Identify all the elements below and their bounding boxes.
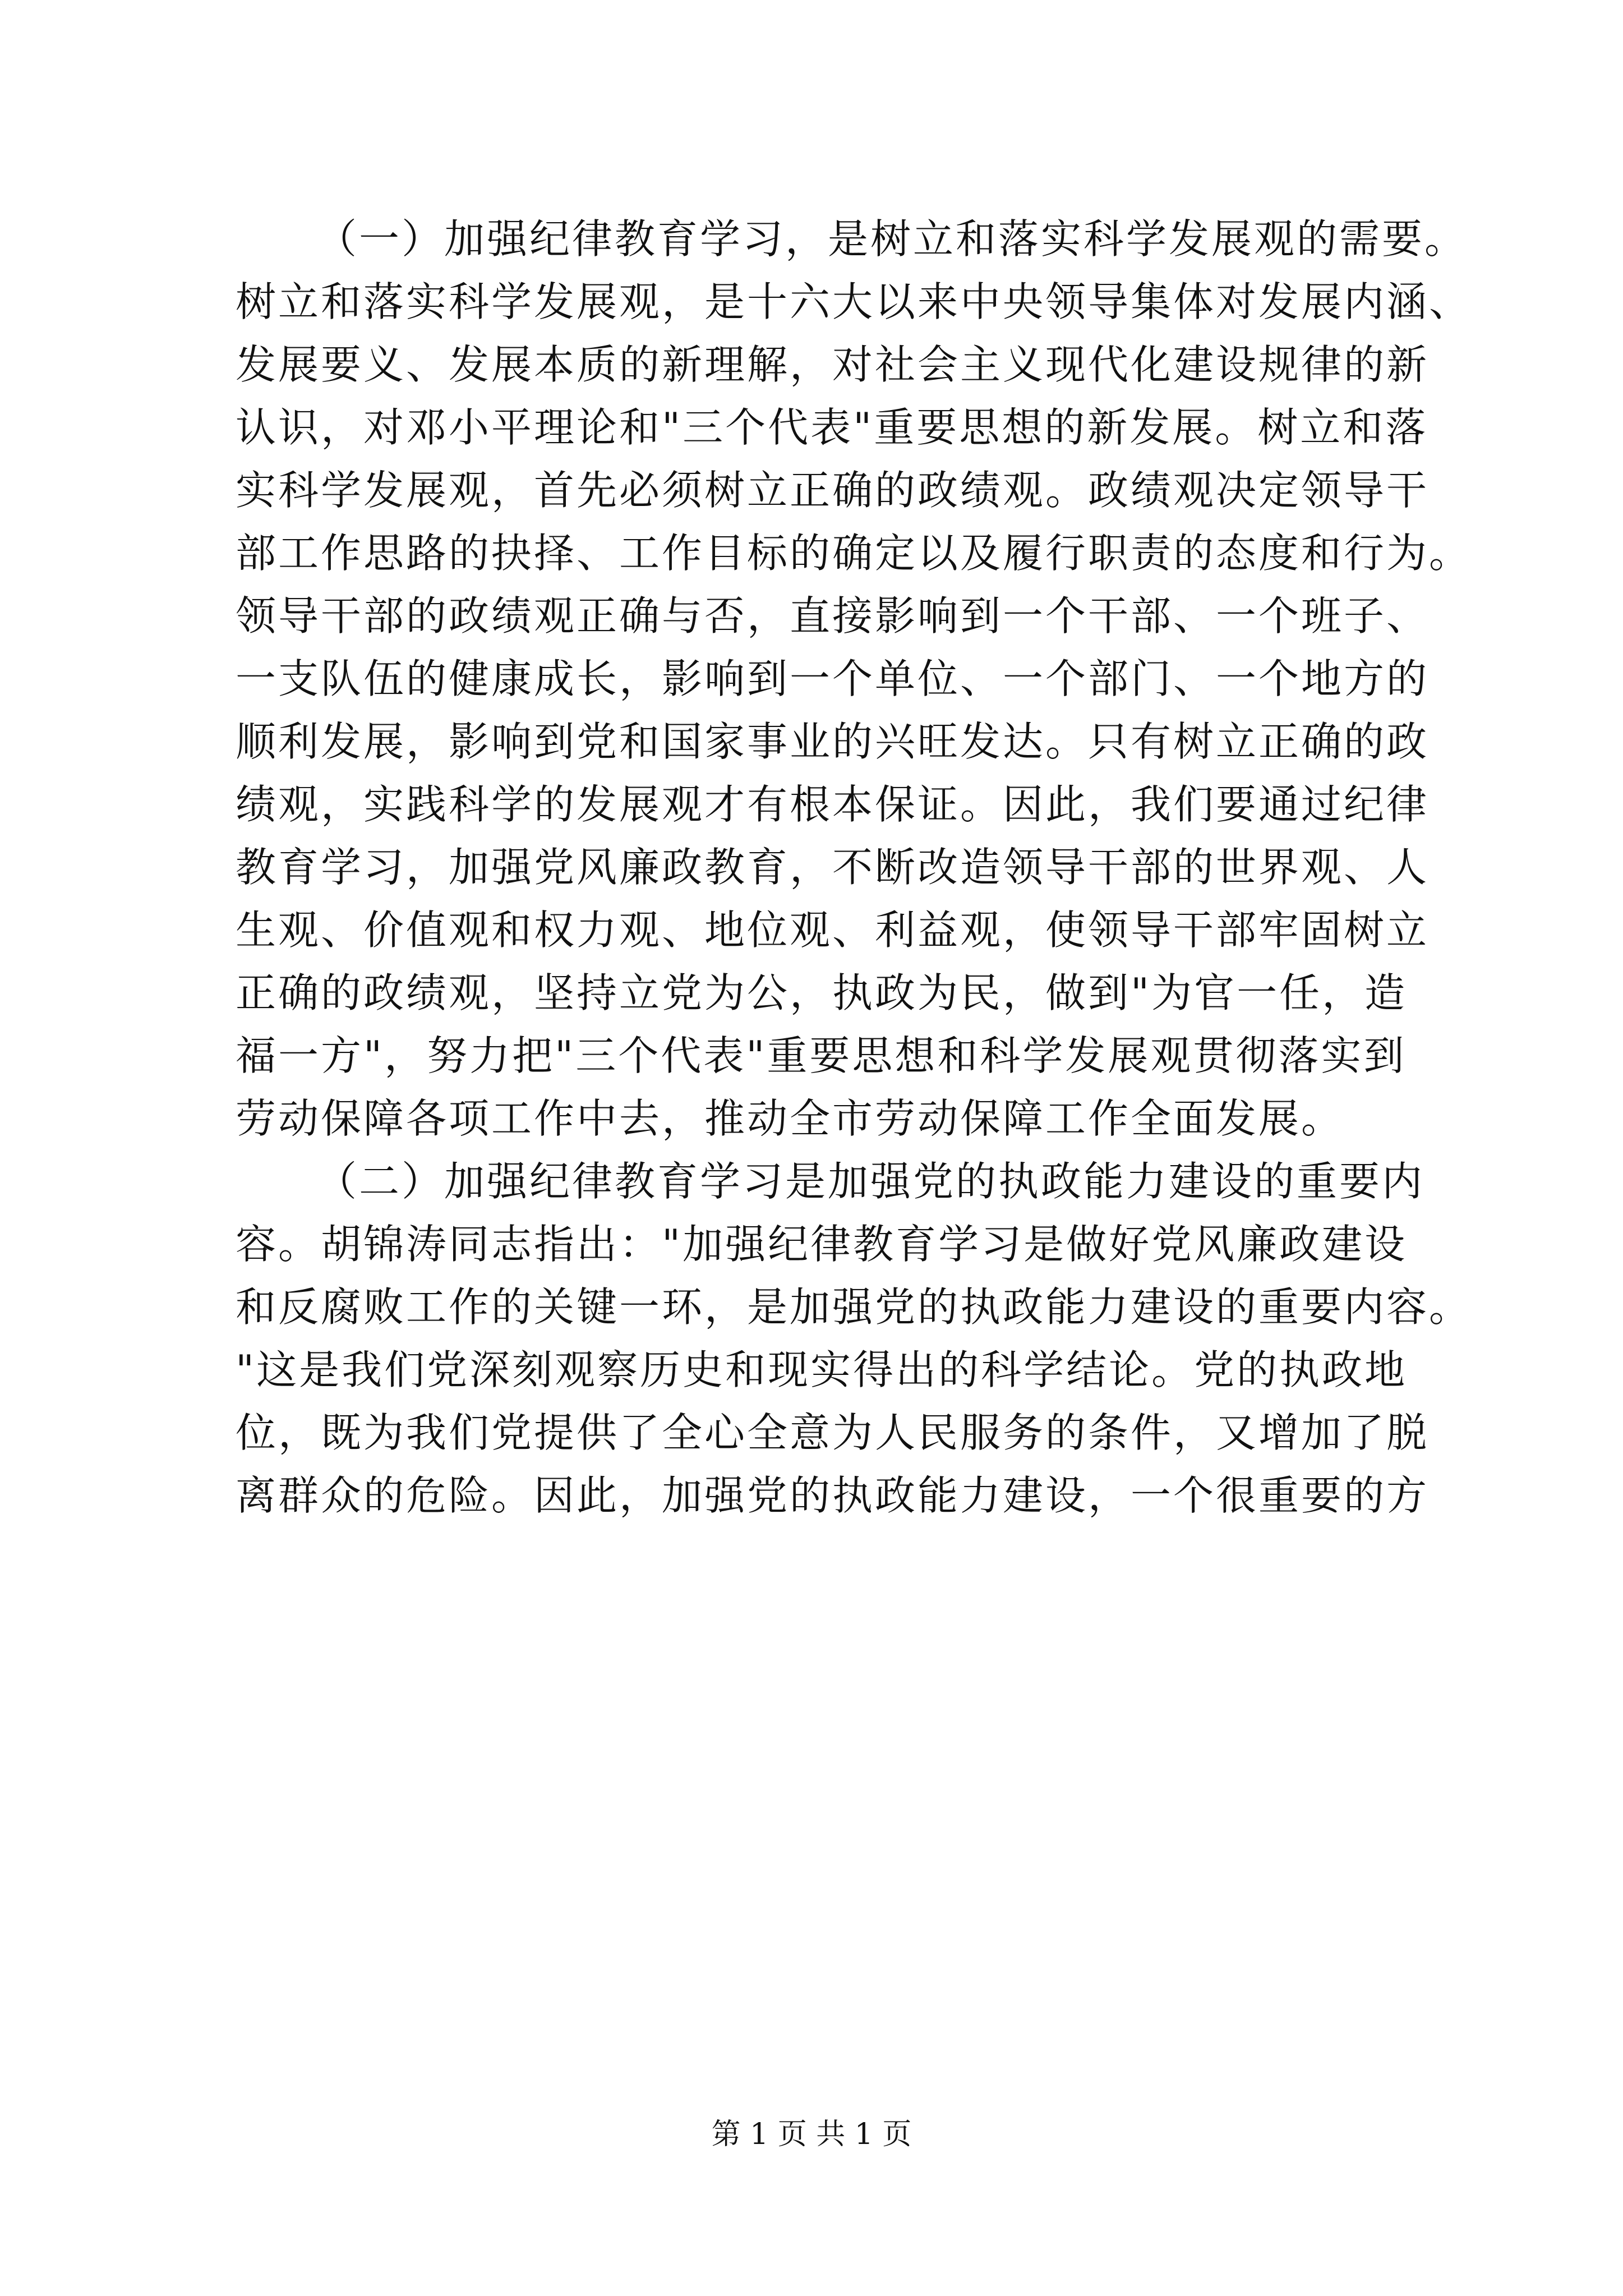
paragraph-line: 发展要义、发展本质的新理解，对社会主义现代化建设规律的新 [236, 341, 1430, 388]
paragraph-line: 劳动保障各项工作中去，推动全市劳动保障工作全面发展。 [236, 1095, 1344, 1142]
paragraph-line: 和反腐败工作的关键一环，是加强党的执政能力建设的重要内容。 [236, 1283, 1472, 1331]
paragraph-line: 一支队伍的健康成长，影响到一个单位、一个部门、一个地方的 [236, 655, 1430, 702]
paragraph-line: 容。胡锦涛同志指出："加强纪律教育学习是做好党风廉政建设 [236, 1221, 1408, 1268]
paragraph-line: 福一方"，努力把"三个代表"重要思想和科学发展观贯彻落实到 [236, 1032, 1407, 1079]
paragraph-line: 教育学习，加强党风廉政教育，不断改造领导干部的世界观、人 [236, 844, 1430, 891]
paragraph-line: （一）加强纪律教育学习，是树立和落实科学发展观的需要。 [316, 215, 1468, 263]
paragraph-line: （二）加强纪律教育学习是加强党的执政能力建设的重要内 [316, 1158, 1425, 1205]
paragraph-line: 位，既为我们党提供了全心全意为人民服务的条件，又增加了脱 [236, 1409, 1430, 1456]
body-text [236, 208, 1472, 1527]
paragraph-line: 领导干部的政绩观正确与否，直接影响到一个干部、一个班子、 [236, 592, 1430, 639]
paragraph-line: 实科学发展观，首先必须树立正确的政绩观。政绩观决定领导干 [236, 467, 1430, 514]
paragraph-line: 认识，对邓小平理论和"三个代表"重要思想的新发展。树立和落 [236, 404, 1428, 451]
paragraph-line: 绩观，实践科学的发展观才有根本保证。因此，我们要通过纪律 [236, 781, 1430, 828]
paragraph-line: 正确的政绩观，坚持立党为公，执政为民，做到"为官一任，造 [236, 969, 1408, 1016]
paragraph-line: 生观、价值观和权力观、地位观、利益观，使领导干部牢固树立 [236, 907, 1430, 954]
paragraph-line: 部工作思路的抉择、工作目标的确定以及履行职责的态度和行为。 [236, 530, 1472, 577]
paragraph-line: "这是我们党深刻观察历史和现实得出的科学结论。党的执政地 [236, 1346, 1408, 1393]
paragraph-line: 树立和落实科学发展观，是十六大以来中央领导集体对发展内涵、 [236, 278, 1472, 325]
paragraph-line: 离群众的危险。因此，加强党的执政能力建设，一个很重要的方 [236, 1472, 1430, 1519]
paragraph-line: 顺利发展，影响到党和国家事业的兴旺发达。只有树立正确的政 [236, 718, 1430, 765]
page-footer: 第 1 页 共 1 页 [711, 2118, 912, 2151]
